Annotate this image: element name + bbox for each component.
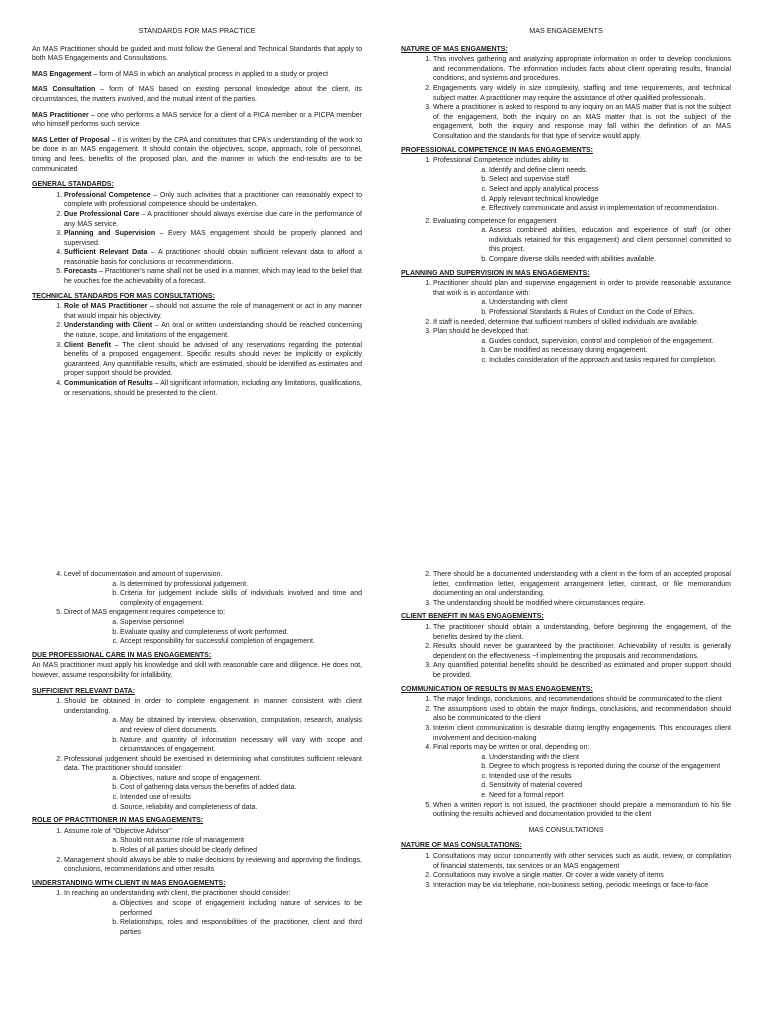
technical-standards-list <box>32 302 362 398</box>
list-item: 2. Professional judgement should be exercised in determining what constitutes sufficient relevant data. The practitioner should consider: a. Objectives, nature and scope of engagement. b. Cost of gathering data versus the benefits of added data. c. Intended use of results d. Source, reliability and completeness of data. <box>64 755 362 813</box>
sub-list <box>64 774 362 812</box>
sub-list-item: b. Relationships, roles and responsibilities of the practitioner, client and third parties <box>120 918 362 937</box>
top-left-column <box>32 26 362 402</box>
competence-heading: PROFESSIONAL COMPETENCE IN MAS ENGAGEMENTS: <box>401 146 593 154</box>
list-item: 1. The practitioner should obtain a understanding, before beginning the engagement, of the benefits desired by the client. <box>433 623 731 642</box>
list-item: 5. Direct of MAS engagement requires competence to: a. Supervise personnel b. Evaluate quality and completeness of work performed. c. Accept responsibility for successful completion of engagement. <box>64 608 362 646</box>
sub-list-item: b. Professional Standards & Rules of Conduct on the Code of Ethics. <box>489 308 731 318</box>
planning-heading: PLANNING AND SUPERVISION IN MAS ENGAGEMENTS: <box>401 269 590 277</box>
sub-list-item: b. Nature and quantity of information necessary will vary with scope and circumstances of engagement. <box>120 736 362 755</box>
nature-heading: NATURE OF MAS ENGAMENTS: <box>401 45 508 53</box>
sub-list <box>64 580 362 609</box>
sub-list-item: a. Identify and define client needs. <box>489 166 731 176</box>
list-item: 2. There should be a documented understanding with a client in the form of an accepted proposal letter, confirmation letter, engagement arrangement letter, contract, or file memorandum documenting an oral understanding. <box>433 570 731 599</box>
list-item: 3. Where a practitioner is asked to respond to any inquiry on an MAS matter that is not the subject of the engagement, both the inquiry on an MAS matter that is not the subject of the engagement, both the inquiry and response may fall within the definition of an MAS Consultation and the standards for that type of service would apply. <box>433 103 731 141</box>
sub-list-item: a. Guides conduct, supervision, control and completion of the engagement. <box>489 337 731 347</box>
sub-list <box>433 337 731 366</box>
communication-list <box>401 695 731 820</box>
sub-list-item: a. Objectives and scope of engagement including nature of services to be performed <box>120 899 362 918</box>
list-item: 2. Understanding with Client – An oral or written understanding should be reached concerning the nature, scope, and limitations of the engagement. <box>64 321 362 340</box>
sub-list-item: b. Compare diverse skills needed with abilities available. <box>489 255 731 265</box>
list-item: 1. This involves gathering and analyzing appropriate information in order to develop conclusions and recommendations. The information includes facts about client operating results, financial conditions, and systems and procedures. <box>433 55 731 84</box>
bottom-right-column <box>401 570 731 894</box>
list-item: 4. Level of documentation and amount of supervision. a. Is determined by professional judgement. b. Criteria for judgement include skills of individuals involved and time and complexity of engagement. <box>64 570 362 608</box>
due-care-heading: DUE PROFESSIONAL CARE IN MAS ENGAGEMENTS: <box>32 651 212 659</box>
sub-list-item: b. Cost of gathering data versus the benefits of added data. <box>120 783 362 793</box>
sub-list-item: a. May be obtained by interview, observation, computation, research, analysis and review of client documents. <box>120 716 362 735</box>
list-item: 1. In reaching an understanding with client, the practitioner should consider: a. Objectives and scope of engagement including nature of services to be performed b. Relationships, roles and responsibilities of the practitioner, client and third parties <box>64 889 362 937</box>
definition: MAS Consultation – form of MAS based on existing personal knowledge about the client, its circumstances, the matters involved, and the mutual intent of the parties. <box>32 86 362 103</box>
list-item: 1. Assume role of "Objective Advisor" a. Should not assume role of management b. Roles of all parties should be clearly defined <box>64 827 362 856</box>
list-item: 3. Planning and Supervision – Every MAS engagement should be properly planned and supervised. <box>64 229 362 248</box>
list-item: 2. The assumptions used to obtain the major findings, conclusions, and recommendation should also be communicated to the client <box>433 705 731 724</box>
definition: MAS Letter of Proposal – it is written by the CPA and constitutes that CPA's understanding of the work to be done in an MAS engagement. It should contain the objectives, scope, approach, role of personnel, timing and fees, benefits of the proposed plan, and the manner in which the end-results are to be communicated <box>32 136 362 173</box>
section-title: MAS ENGAGEMENTS <box>529 26 603 35</box>
sub-list-item: b. Roles of all parties should be clearly defined <box>120 846 362 856</box>
sub-list <box>64 899 362 937</box>
list-item: 5. Forecasts – Practitioner's name shall not be used in a manner, which may lead to the belief that he vouches foe the achievability of a forecast. <box>64 267 362 286</box>
sub-list-item: c. Accept responsibility for successful completion of engagement. <box>120 637 362 647</box>
competence-list <box>401 156 731 265</box>
sub-list-item: c. Intended use of the results <box>489 772 731 782</box>
list-item: 1. The major findings, conclusions, and recommendations should be communicated to the client <box>433 695 731 705</box>
consultation-list <box>401 852 731 890</box>
list-item: 1. Professional Competence includes ability to: a. Identify and define client needs. b. Select and supervise staff c. Select and apply analytical process d. Apply relevant technical knowledge e. Effectively communicate and assist in implementation of recommendation. <box>433 156 731 214</box>
sub-list-item: d. Sensitivity of material covered <box>489 781 731 791</box>
sub-list-item: e. Effectively communicate and assist in implementation of recommendation. <box>489 204 731 214</box>
section-title: STANDARDS FOR MAS PRACTICE <box>138 26 256 35</box>
list-item: 2. If staff is needed, determine that sufficient numbers of skilled individuals are available. <box>433 318 731 328</box>
sub-list-item: c. Includes consideration of the approach and tasks required for completion. <box>489 356 731 366</box>
list-item: 2. Due Professional Care – A practitioner should always exercise due care in the performance of any MAS service. <box>64 210 362 229</box>
planning-list <box>401 279 731 365</box>
list-item: 1. Practitioner should plan and supervise engagement in order to provide reasonable assurance that work is in accordance with: a. Understanding with client b. Professional Standards & Rules of Conduct on the Code of Ethics. <box>433 279 731 317</box>
list-item: 2. Engagements vary widely in size complexity, staffing and time requirements, and technical subject matter. A practitioner may require the assistance of other qualified professionals. <box>433 84 731 103</box>
list-item: 1. Consultations may occur concurrently with other services such as audit, review, or compilation of financial statements, tax services or an MAS engagement <box>433 852 731 871</box>
general-standards-heading: GENERAL STANDARDS: <box>32 181 114 189</box>
client-benefit-list <box>401 623 731 681</box>
sub-list-item: a. Understanding with the client <box>489 753 731 763</box>
list-item: 3. Client Benefit – The client should be advised of any reservations regarding the potential benefits of a proposed engagement. Specific results should never be implicitly or explicitly guaranteed. Any quantifiable results, which are estimated, should be identified as estimates and proper support should be provided. <box>64 341 362 379</box>
general-standards-list <box>32 191 362 287</box>
client-benefit-heading: CLIENT BENEFIT IN MAS ENGAGEMENTS: <box>401 613 544 621</box>
sub-list <box>64 618 362 647</box>
sub-list-item: d. Apply relevant technical knowledge <box>489 195 731 205</box>
sub-list-item: b. Select and supervise staff <box>489 175 731 185</box>
definition: MAS Engagement – form of MAS in which an analytical process in applied to a study or project <box>32 70 329 78</box>
continued-list <box>32 570 362 647</box>
list-item: 3. Plan should be developed that: a. Guides conduct, supervision, control and completion of the engagement. b. Can be modified as necessary during engagement. c. Includes consideration of the approach and tasks required for completion. <box>433 327 731 365</box>
list-item: 4. Communication of Results – All significant information, including any limitations, qualifications, or reservations, should be presented to the client. <box>64 379 362 398</box>
sub-list-item: e. Need for a formal report <box>489 791 731 801</box>
sufficient-data-heading: SUFFICIENT RELEVANT DATA: <box>32 687 136 695</box>
sub-list-item: a. Supervise personnel <box>120 618 362 628</box>
sub-list <box>433 298 731 317</box>
list-item: 3. Interaction may be via telephone, non-business setting, periodic meetings or face-to-face <box>433 881 731 891</box>
list-item: 4. Sufficient Relevant Data – A practitioner should obtain sufficient relevant data to afford a reasonable basis for conclusions or recommendations. <box>64 248 362 267</box>
list-item: 5. When a written report is not issued, the practitioner should prepare a memorandum to his file outlining the results achieved and documentation provided to the client <box>433 801 731 820</box>
sub-list <box>64 716 362 754</box>
list-item: 2. Evaluating competence for engagement a. Assess combined abilities, education and experience of staff (or other individuals retained for this engagement) and client personnel committed to this project. b. Compare diverse skills needed with abilities available. <box>433 217 731 265</box>
communication-heading: COMMUNICATION OF RESULTS IN MAS ENGAGEMENTS: <box>401 685 593 693</box>
sub-list-item: a. Assess combined abilities, education and experience of staff (or other individuals retained for this engagement) and client personnel committed to this project. <box>489 226 731 255</box>
sub-list-item: c. Select and apply analytical process <box>489 185 731 195</box>
sufficient-data-list <box>32 697 362 812</box>
sub-list-item: b. Degree to which progress is reported during the course of the engagement <box>489 762 731 772</box>
top-right-column <box>401 26 731 370</box>
list-item: 2. Results should never be guaranteed by the practitioner. Achievability of results is generally dependent on the effectiveness ~f implementing the proposals and recommendations. <box>433 642 731 661</box>
sub-list-item: a. Objectives, nature and scope of engagement. <box>120 774 362 784</box>
sub-list-item: c. Intended use of results <box>120 793 362 803</box>
due-care-paragraph: An MAS practitioner must apply his knowledge and skill with reasonable care and diligence. He does not, however, assume responsibility for infallibility. <box>32 662 362 679</box>
understanding-heading: UNDERSTANDING WITH CLIENT IN MAS ENGAGEMENTS: <box>32 879 226 887</box>
list-item: 1. Should be obtained in order to complete engagement in manner consistent with client understanding. a. May be obtained by interview, observation, computation, research, analysis and review of client documents. b. Nature and quantity of information necessary will vary with scope and circumstances of engagement. <box>64 697 362 755</box>
list-item: 4. Final reports may be written or oral, depending on: a. Understanding with the client b. Degree to which progress is reported during the course of the engagement c. Intended use of the results d. Sensitivity of material covered e. Need for a formal report <box>433 743 731 801</box>
sub-list-item: d. Source, reliability and completeness of data. <box>120 803 362 813</box>
list-item: 1. Role of MAS Practitioner – should not assume the role of management or act in any manner that would impair his objectivity. <box>64 302 362 321</box>
bottom-left-column <box>32 570 362 941</box>
technical-standards-heading: TECHNICAL STANDARDS FOR MAS CONSULTATIONS: <box>32 292 215 300</box>
sub-list <box>433 166 731 214</box>
role-heading: ROLE OF PRACTITIONER IN MAS ENGAGEMENTS: <box>32 817 204 825</box>
list-item: 3. Any quantified potential benefits should be described as estimated and proper support should be provided. <box>433 661 731 680</box>
list-item: 3. Interim client communication is desirable during lengthy engagements. This encourages client involvement and decision-making <box>433 724 731 743</box>
sub-list-item: a. Is determined by professional judgement. <box>120 580 362 590</box>
understanding-continued-list <box>401 570 731 608</box>
list-item: 1. Professional Competence – Only such activities that a practitioner can reasonably expect to complete with professional competence should be undertaken. <box>64 191 362 210</box>
section-title: MAS CONSULTATIONS <box>528 826 604 834</box>
sub-list <box>433 753 731 801</box>
sub-list-item: b. Can be modified as necessary during engagement. <box>489 346 731 356</box>
definition: MAS Practitioner – one who performs a MAS service for a client of a PICA member or a PICPA member who himself performs such service <box>32 111 362 129</box>
list-item: 2. Consultations may involve a single matter. Or cover a wide variety of items <box>433 871 731 881</box>
sub-list-item: b. Criteria for judgement include skills of individuals involved and time and complexity of engagement. <box>120 589 362 608</box>
sub-list-item: b. Evaluate quality and completeness of work performed. <box>120 628 362 638</box>
role-list <box>32 827 362 875</box>
understanding-list <box>32 889 362 937</box>
sub-list-item: a. Should not assume role of management <box>120 836 362 846</box>
nature-list <box>401 55 731 141</box>
sub-list <box>64 836 362 855</box>
intro-paragraph: An MAS Practitioner should be guided and must follow the General and Technical Standards that apply to both MAS Engagements and Consultations. <box>32 45 362 63</box>
sub-list-item: a. Understanding with client <box>489 298 731 308</box>
consultation-heading: NATURE OF MAS CONSULTATIONS: <box>401 842 522 850</box>
list-item: 3. The understanding should be modified where circumstances require. <box>433 599 731 609</box>
sub-list <box>433 226 731 264</box>
list-item: 2. Management should always be able to make decisions by reviewing and approving the findings, conclusions, recommendations and other results <box>64 856 362 875</box>
